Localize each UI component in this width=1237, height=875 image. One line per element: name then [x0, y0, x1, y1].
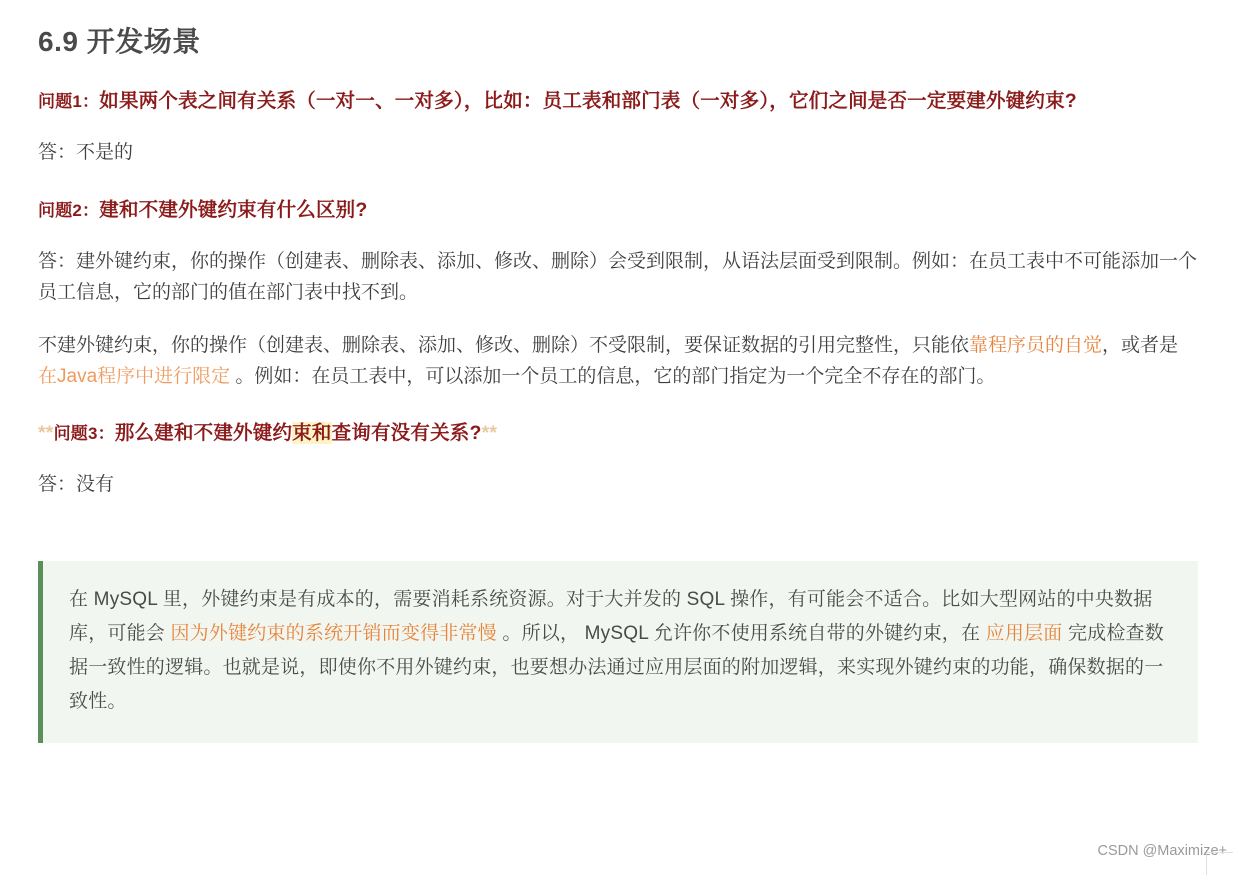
answer-2-seg-1: 不建外键约束，你的操作（创建表、删除表、添加、修改、删除）不受限制，要保证数据的引用完整性，只能依: [38, 334, 970, 356]
question-3: [38, 418, 1197, 448]
question-3-label: 问题3：: [53, 424, 115, 444]
note-text: [69, 583, 1172, 718]
answer-2-seg-2-highlight: 靠程序员的自觉: [969, 334, 1103, 356]
question-2-label: 问题2：: [38, 200, 100, 220]
question-3-star-suffix: **: [481, 422, 498, 445]
answer-2-paragraph-2: [38, 331, 1197, 393]
note-callout: [38, 561, 1198, 742]
note-seg-3: 。所以， MySQL 允许你不使用系统自带的外键约束，在: [496, 623, 986, 645]
question-3-marker-highlight: 束和: [292, 422, 332, 445]
answer-2-seg-5: 。例如：在员工表中，可以添加一个员工的信息，它的部门指定为一个完全不存在的部门。: [230, 365, 996, 387]
question-1: [38, 86, 1197, 116]
section-title-text: 开发场景: [86, 26, 201, 57]
answer-3: 答：没有: [38, 474, 115, 496]
section-number: 6.9: [38, 26, 79, 57]
page-title: [38, 20, 1197, 60]
question-3-text: 那么建和不建外键约束和查询有没有关系?: [114, 422, 482, 445]
question-2: [38, 195, 1197, 225]
note-seg-2-highlight: 因为外键约束的系统开销而变得非常慢: [170, 623, 497, 645]
answer-1: 答：不是的: [38, 142, 134, 164]
watermark: CSDN @Maximize+: [1097, 843, 1227, 859]
question-1-text: 如果两个表之间有关系（一对一、一对多），比如：员工表和部门表（一对多），它们之间是否一定要建外键约束?: [99, 90, 1077, 112]
question-1-label: 问题1：: [38, 92, 100, 111]
note-seg-5: 完成检查数据一致性的逻辑。也就是说，即使你不用外键约束，也要想办法通过应用层面的附加逻辑，来实现外键约束的功能，确保数据的一致性。: [69, 623, 1164, 712]
answer-2-seg-4-highlight: 在Java程序中进行限定: [38, 365, 231, 387]
question-2-text: 建和不建外键约束有什么区别?: [99, 198, 368, 221]
note-seg-4-highlight: 应用层面: [985, 623, 1063, 645]
answer-2-paragraph-1: 答：建外键约束，你的操作（创建表、删除表、添加、修改、删除）会受到限制，从语法层面受到限制。例如：在员工表中不可能添加一个员工信息，它的部门的值在部门表中找不到。: [38, 251, 1198, 303]
note-seg-1: 在 MySQL 里，外键约束是有成本的，需要消耗系统资源。对于大并发的 SQL 操作，有可能会不适合。比如大型网站的中央数据库，可能会: [69, 589, 1153, 645]
page-corner-decoration: [1206, 852, 1233, 875]
question-3-star-prefix: **: [38, 422, 54, 445]
answer-2-seg-3: ，或者是: [1102, 334, 1179, 356]
